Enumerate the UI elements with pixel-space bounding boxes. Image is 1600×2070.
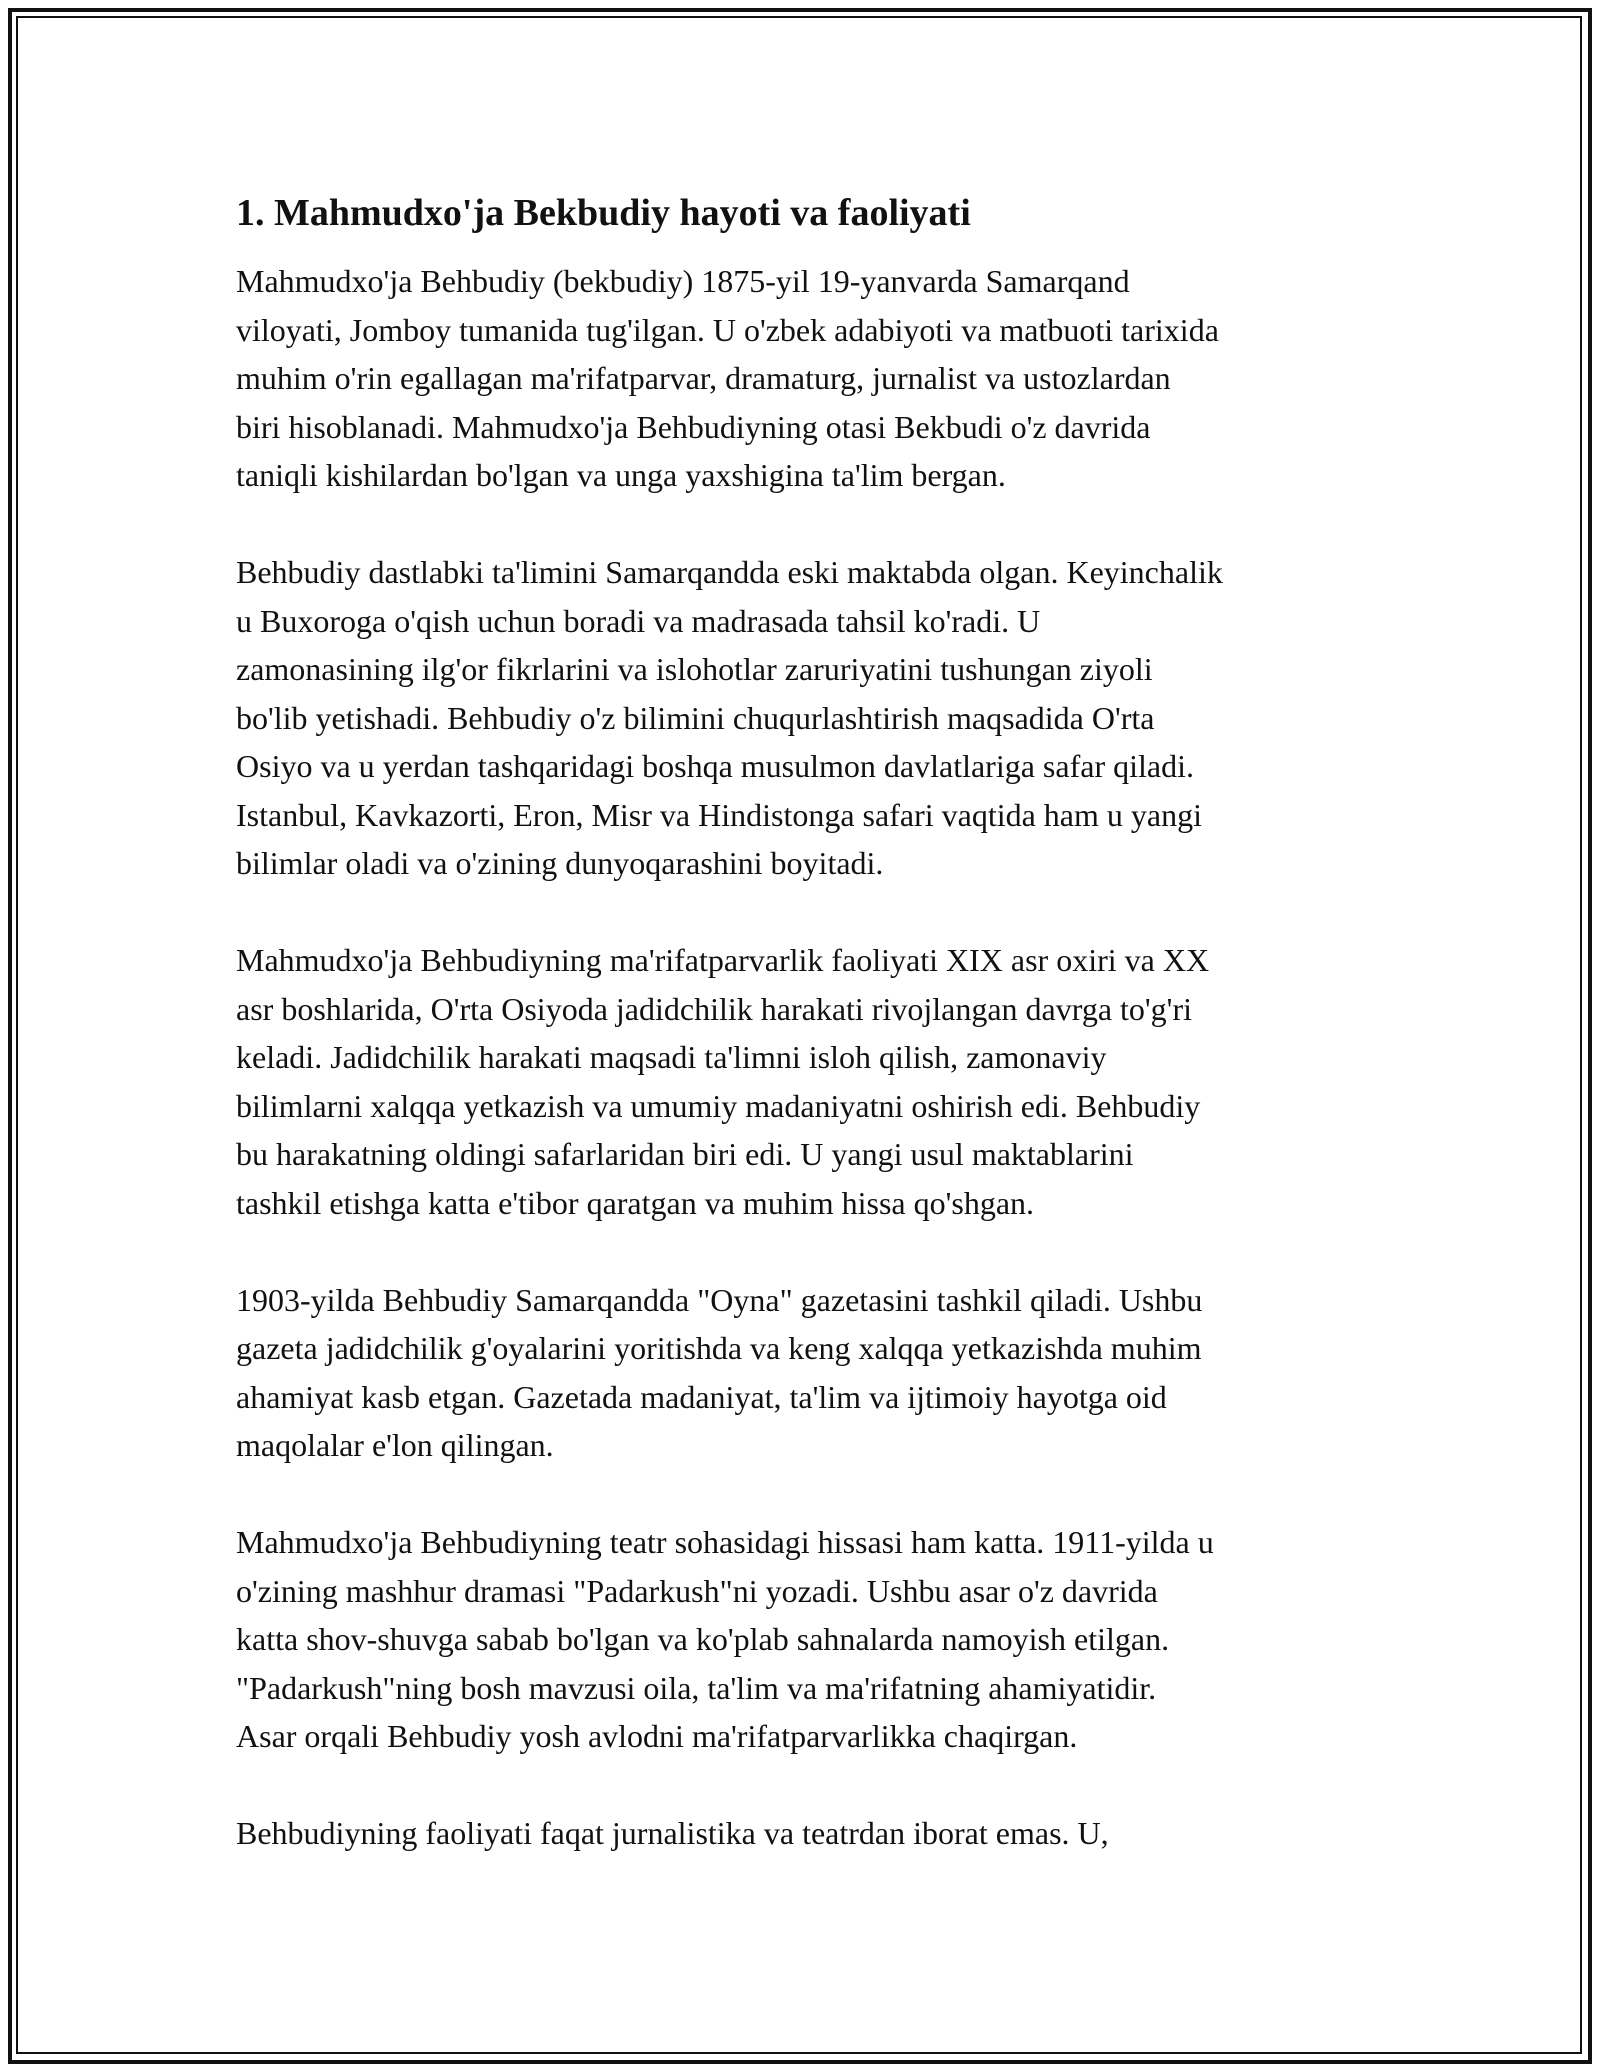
paragraph-line: Behbudiyning faoliyati faqat jurnalistika va teatrdan iborat emas. U, [236,1815,1109,1851]
paragraph-line: zamonasining ilg'or fikrlarini va islohotlar zaruriyatini tushungan ziyoli [236,651,1153,687]
paragraph-5 [236,1518,1396,1761]
paragraph-line: biri hisoblanadi. Mahmudxo'ja Behbudiyning otasi Bekbudi o'z davrida [236,408,1151,445]
section-heading: 1. Mahmudxo'ja Bekbudiy hayoti va faoliyati [236,192,971,234]
paragraph-line: 1903-yilda Behbudiy Samarqandda "Oyna" gazetasini tashkil qiladi. Ushbu [236,1281,1203,1318]
paragraph-line: gazeta jadidchilik g'oyalarini yoritishda va keng xalqqa yetkazishda muhim [236,1330,1202,1366]
paragraph-line: ahamiyat kasb etgan. Gazetada madaniyat, ta'lim va ijtimoiy hayotga oid [236,1378,1167,1415]
paragraph-line: bilimlar oladi va o'zining dunyoqarashini boyitadi. [236,845,884,881]
paragraph-line: bilimlarni xalqqa yetkazish va umumiy madaniyatni oshirish edi. Behbudiy [236,1087,1201,1124]
paragraph-line: Behbudiy dastlabki ta'limini Samarqandda eski maktabda olgan. Keyinchalik [236,554,1223,590]
paragraph-line: katta shov-shuvga sabab bo'lgan va ko'plab sahnalarda namoyish etilgan. [236,1621,1170,1657]
paragraph-3 [236,936,1396,1227]
paragraph-line: Mahmudxo'ja Behbudiy (bekbudiy) 1875-yil 19-yanvarda Samarqand [236,263,1130,299]
paragraph-4 [236,1276,1396,1470]
paragraph-line: taniqli kishilardan bo'lgan va unga yaxshigina ta'lim bergan. [236,457,1006,493]
paragraph-line: Istanbul, Kavkazorti, Eron, Misr va Hindistonga safari vaqtida ham u yangi [236,796,1202,833]
paragraph-2 [236,548,1396,888]
paragraph-1 [236,257,1396,500]
paragraph-line: bo'lib yetishadi. Behbudiy o'z bilimini chuqurlashtirish maqsadida O'rta [236,699,1155,736]
paragraph-6 [236,1809,1396,1858]
paragraph-line: keladi. Jadidchilik harakati maqsadi ta'limni isloh qilish, zamonaviy [236,1039,1107,1075]
paragraph-line: maqolalar e'lon qilingan. [236,1427,554,1463]
paragraph-line: Mahmudxo'ja Behbudiyning ma'rifatparvarlik faoliyati XIX asr oxiri va XX [236,942,1210,978]
paragraph-line: Osiyo va u yerdan tashqaridagi boshqa musulmon davlatlariga safar qiladi. [236,748,1194,784]
paragraph-line: asr boshlarida, O'rta Osiyoda jadidchilik harakati rivojlangan davrga to'g'ri [236,990,1192,1027]
paragraph-line: "Padarkush"ning bosh mavzusi oila, ta'lim va ma'rifatning ahamiyatidir. [236,1669,1157,1706]
document-body [236,185,1396,1906]
paragraph-line: viloyati, Jomboy tumanida tug'ilgan. U o'zbek adabiyoti va matbuoti tarixida [236,311,1219,348]
paragraph-line: Asar orqali Behbudiy yosh avlodni ma'rifatparvarlikka chaqirgan. [236,1718,1078,1754]
paragraph-line: u Buxoroga o'qish uchun boradi va madrasada tahsil ko'radi. U [236,602,1041,639]
paragraph-line: tashkil etishga katta e'tibor qaratgan va muhim hissa qo'shgan. [236,1184,1035,1221]
paragraph-line: muhim o'rin egallagan ma'rifatparvar, dramaturg, jurnalist va ustozlardan [236,360,1171,396]
paragraph-line: bu harakatning oldingi safarlaridan biri edi. U yangi usul maktablarini [236,1136,1134,1172]
paragraph-line: o'zining mashhur dramasi "Padarkush"ni yozadi. Ushbu asar o'z davrida [236,1572,1158,1609]
paragraph-line: Mahmudxo'ja Behbudiyning teatr sohasidagi hissasi ham katta. 1911-yilda u [236,1524,1214,1560]
